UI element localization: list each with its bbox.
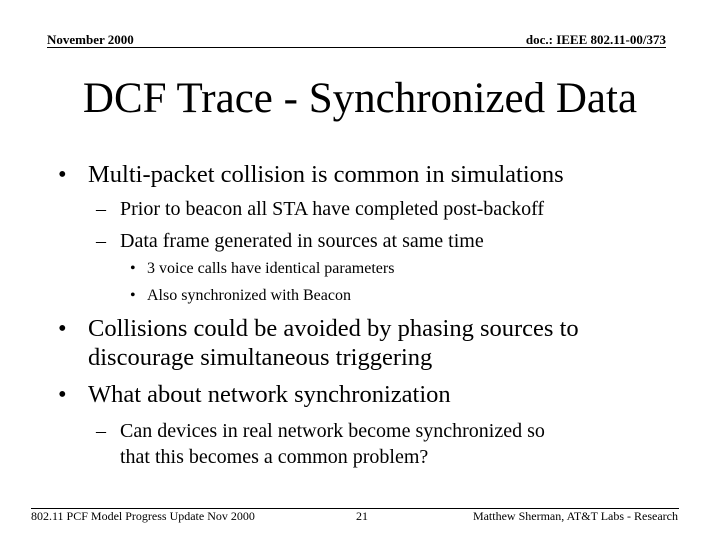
sub-sub-bullet-1-2-2 (130, 286, 351, 306)
bullet-marker: • (130, 287, 136, 304)
sub-bullet-text: Can devices in real network become synchronized so (120, 420, 545, 442)
bullet-text: What about network synchronization (88, 381, 451, 408)
dash-marker: – (96, 420, 106, 442)
header-doc-id: doc.: IEEE 802.11-00/373 (525, 32, 666, 47)
sub-bullet-text: Data frame generated in sources at same time (120, 230, 484, 252)
header-date: November 2000 (47, 32, 134, 47)
sub-sub-bullet-text: Also synchronized with Beacon (147, 287, 351, 304)
footer-presentation-title: 802.11 PCF Model Progress Update Nov 2000 (31, 509, 255, 523)
bullet-marker: • (58, 161, 67, 188)
bullet-text: Collisions could be avoided by phasing sources to (88, 315, 579, 342)
bullet-marker: • (130, 260, 136, 277)
sub-sub-bullet-text: 3 voice calls have identical parameters (147, 260, 395, 277)
footer-author: Matthew Sherman, AT&T Labs - Research (472, 509, 678, 523)
sub-bullet-text: Prior to beacon all STA have completed post-backoff (120, 198, 545, 220)
bullet-3 (58, 380, 451, 410)
bullet-1 (58, 160, 564, 190)
bullet-text: Multi-packet collision is common in simulations (88, 161, 564, 188)
header-divider (47, 47, 666, 48)
bullet-2 (58, 314, 579, 344)
sub-bullet-3-1 (96, 418, 545, 444)
bullet-marker: • (58, 315, 67, 342)
bullet-marker: • (58, 381, 67, 408)
sub-bullet-3-1-continuation: that this becomes a common problem? (120, 446, 429, 468)
dash-marker: – (96, 230, 106, 252)
dash-marker: – (96, 198, 106, 220)
sub-bullet-1-2 (96, 228, 484, 254)
slide-title: DCF Trace - Synchronized Data (82, 75, 638, 122)
bullet-2-continuation: discourage simultaneous triggering (88, 344, 433, 371)
page-number: 21 (356, 509, 368, 523)
sub-sub-bullet-1-2-1 (130, 259, 394, 279)
sub-bullet-1-1 (96, 196, 544, 222)
